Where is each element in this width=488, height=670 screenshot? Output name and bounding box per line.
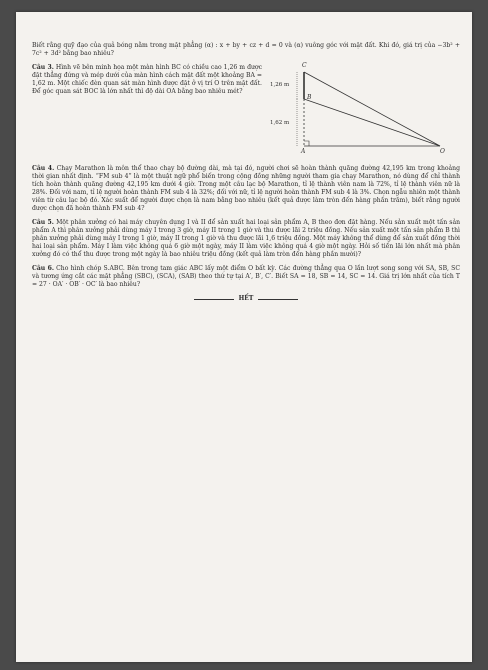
question-5-text: Một phân xưởng có hai máy chuyên dụng I và II để sản xuất hai loại sản phẩm A, B theo đơn đặt hàng. Nếu sản xuất một tấn sản phẩm A thì phân xưởng phải dùng máy I trong 3 giờ, máy II trong 1 giờ và thu được lãi 2 triệu đồng. Nếu sản xuất một tấn sản phẩm B thì phân xưởng phải dùng máy I trong 1 giờ, máy II trong 1 giờ và thu được lãi 1,6 triệu đồng. Một máy không thể dùng để sản xuất đồng thời hai loại sản phẩm. Máy I làm việc không quá 6 giờ một ngày, máy II làm việc không quá 4 giờ một ngày. Hỏi số tiền lãi lớn nhất mà phân xưởng đó có thể thu được trong một ngày là bao nhiêu triệu đồng (kết quả làm tròn đến hàng phần mười)?: [32, 219, 460, 258]
question-3-label: Câu 3.: [32, 64, 54, 71]
question-4: [32, 165, 460, 213]
question-3: [32, 64, 460, 159]
end-text: HẾT: [238, 295, 254, 302]
measure-ba: 1,62 m: [270, 120, 290, 126]
end-rule-left: [194, 299, 234, 300]
question-5: [32, 219, 460, 259]
intro-paragraph: Biết rằng quỹ đạo của quả bóng nằm trong mặt phẳng (α) : x + by + cz + d = 0 và (α) vuông góc với mặt đất. Khi đó, giá trị của −3b² + 7c² + 3d² bằng bao nhiêu?: [32, 42, 460, 57]
measure-bc: 1,26 m: [270, 82, 290, 88]
label-a: A: [301, 148, 306, 155]
question-5-label: Câu 5.: [32, 219, 54, 226]
end-rule-right: [258, 299, 298, 300]
document-content: [32, 42, 460, 303]
question-6: [32, 265, 460, 289]
end-marker: [32, 295, 460, 303]
sight-line-oc: [304, 72, 440, 146]
label-c: C: [302, 62, 307, 69]
screen-diagram-svg: [270, 64, 460, 159]
question-6-label: Câu 6.: [32, 265, 54, 272]
question-6-text: Cho hình chóp S.ABC. Bên trong tam giác ABC lấy một điểm O bất kỳ. Các đường thẳng qua O lần lượt song song với SA, SB, SC và tương ứng cắt các mặt phẳng (SBC), (SCA), (SAB) theo thứ tự tại A′, B′, C′. Biết SA = 18, SB = 14, SC = 14. Giá trị lớn nhất của tích T = 27 · OA′ · OB′ · OC′ là bao nhiêu?: [32, 265, 461, 288]
right-angle-mark: [304, 141, 309, 146]
question-3-text: Hình vẽ bên minh họa một màn hình BC có chiều cao 1,26 m được đặt thẳng đứng và mép dưới của màn hình cách mặt đất một khoảng BA = 1,62 m. Một chiếc đèn quan sát màn hình được đặt ở vị trí O trên mặt đất. Để góc quan sát BOC là lớn nhất thì độ dài OA bằng bao nhiêu mét?: [32, 64, 263, 95]
label-b: B: [307, 94, 312, 101]
document-page: [16, 12, 472, 662]
label-o: O: [440, 148, 445, 155]
question-4-text: Chạy Marathon là môn thể thao chạy bộ đường dài, mà tại đó, người chơi sẽ hoàn thành quãng đường 42,195 km trong khoảng thời gian nhất định. “FM sub 4” là một thuật ngữ phổ biến trong cộng đồng những người tham gia chạy Marathon, nó dùng để chỉ thành tích hoàn thành quãng đường 42,195 km dưới 4 giờ. Trong một câu lạc bộ Marathon, tỉ lệ thành viên nam là 72%, tỉ lệ thành viên nữ là 28%. Đối với nam, tỉ lệ người hoàn thành FM sub 4 là 32%; đối với nữ, tỉ lệ người hoàn thành FM sub 4 là 3%. Chọn ngẫu nhiên một thành viên từ câu lạc bộ đó. Xác suất để người được chọn là nam bằng bao nhiêu (kết quả được làm tròn đến hàng phần trăm), biết rằng người được chọn đã hoàn thành FM sub 4?: [32, 165, 460, 212]
screen-diagram: [270, 64, 460, 159]
question-4-label: Câu 4.: [32, 165, 55, 172]
sight-line-ob: [304, 99, 440, 146]
